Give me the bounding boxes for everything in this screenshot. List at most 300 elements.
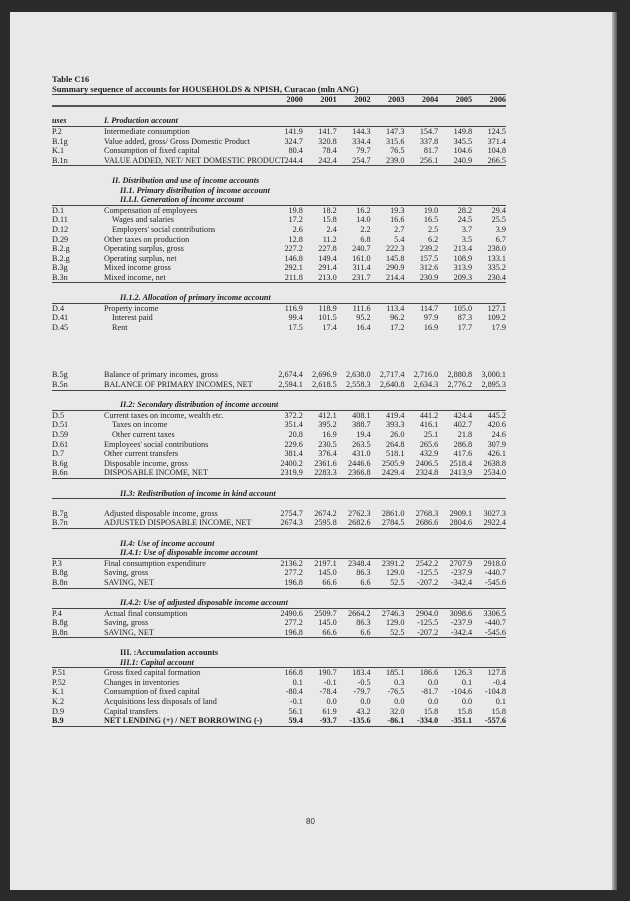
account-code: B.5n <box>52 380 104 390</box>
account-code: P.3 <box>52 558 62 568</box>
value-cell: 240.9 <box>438 156 472 166</box>
value-cell: -135.6 <box>337 716 371 726</box>
account-code: B.7g <box>52 508 68 518</box>
section-heading-row <box>52 293 506 303</box>
value-cell: 56.1 <box>288 706 303 716</box>
account-label: Current taxes on income, wealth etc. <box>104 410 224 420</box>
value-cell: 2768.3 <box>415 508 439 518</box>
table-row <box>52 410 506 420</box>
value-cell: 2686.6 <box>404 518 438 528</box>
account-code: B.7n <box>52 518 104 528</box>
value-cell: 2283.3 <box>303 468 337 478</box>
value-cell: 424.4 <box>453 410 473 420</box>
value-cell: 231.7 <box>337 273 371 283</box>
table-row <box>52 420 506 430</box>
value-cell: 2,594.1 <box>269 380 303 390</box>
value-cell: -440.7 <box>484 568 506 578</box>
section-heading-row <box>52 186 506 196</box>
section-heading: II.4.1: Use of disposable income account <box>104 548 506 558</box>
value-cell: -80.4 <box>285 687 303 697</box>
value-cell: 2534.0 <box>472 468 506 478</box>
value-cell: 80.4 <box>288 146 303 156</box>
value-cell: 19.8 <box>288 205 303 215</box>
value-cell: 78.4 <box>322 146 337 156</box>
year-header: 2000 <box>269 95 303 106</box>
value-cell: 292.1 <box>284 263 303 273</box>
value-cell: 416.1 <box>419 420 439 430</box>
account-code: K.1 <box>52 687 65 697</box>
account-label: Saving, gross <box>104 568 149 578</box>
account-label: Other current taxes <box>112 430 175 439</box>
value-cell: 2366.8 <box>337 468 371 478</box>
value-cell: 376.4 <box>318 449 337 459</box>
account-label: BALANCE OF PRIMARY INCOMES, NET <box>104 380 269 390</box>
value-cell: 2348.4 <box>348 558 371 568</box>
value-cell: 2505.9 <box>381 458 405 468</box>
value-cell: -237.9 <box>450 568 473 578</box>
value-cell: 290.9 <box>385 263 405 273</box>
account-label: VALUE ADDED, NET/ NET DOMESTIC PRODUCT <box>104 155 286 165</box>
account-code: K.2 <box>52 697 65 707</box>
value-cell: -545.6 <box>472 628 506 638</box>
value-cell: 2,634.3 <box>404 380 438 390</box>
value-cell: 431.0 <box>352 449 371 459</box>
value-cell: 227.8 <box>318 244 337 254</box>
value-cell: 6.2 <box>428 234 439 244</box>
account-label: Capital transfers <box>104 706 158 716</box>
value-cell: 144.3 <box>352 126 371 136</box>
value-cell: 312.6 <box>419 263 439 273</box>
value-cell: 445.2 <box>487 410 506 420</box>
value-cell: 2909.1 <box>449 508 473 518</box>
account-label: Consumption of fixed capital <box>104 146 200 156</box>
value-cell: 6.6 <box>337 578 371 588</box>
value-cell: 2,618.5 <box>303 380 337 390</box>
value-cell: 2,640.8 <box>371 380 405 390</box>
value-cell: 2784.5 <box>371 518 405 528</box>
account-code: P.52 <box>52 677 66 687</box>
value-cell: 16.6 <box>390 215 405 225</box>
value-cell: 2,717.4 <box>379 370 405 380</box>
section-heading-row <box>52 539 506 549</box>
value-cell: 381.4 <box>284 449 303 459</box>
value-cell: 412.1 <box>318 410 337 420</box>
account-code: B.3g <box>52 263 68 273</box>
account-code: D.5 <box>52 410 65 420</box>
account-code: B.6g <box>52 458 68 468</box>
account-code: B.8n <box>52 628 104 638</box>
value-cell: -342.4 <box>438 578 472 588</box>
value-cell: 2,674.4 <box>278 370 303 380</box>
value-cell: -79.7 <box>353 687 371 697</box>
section-heading: II.1. Primary distribution of income account <box>120 185 270 195</box>
value-cell: 0.0 <box>428 697 439 707</box>
value-cell: 371.4 <box>487 136 506 146</box>
account-label: ADJUSTED DISPOSABLE INCOME, NET <box>104 518 269 528</box>
value-cell: 266.5 <box>472 156 506 166</box>
account-label: SAVING, NET <box>104 628 269 638</box>
value-cell: 19.4 <box>356 430 371 439</box>
value-cell: 124.5 <box>487 126 506 136</box>
value-cell: 441.2 <box>419 410 439 420</box>
value-cell: 146.8 <box>284 253 303 263</box>
value-cell: 313.9 <box>453 263 473 273</box>
account-code: D.12 <box>52 224 69 234</box>
value-cell: 2.5 <box>428 224 439 234</box>
spacer-row <box>52 283 506 293</box>
account-code: B.8g <box>52 618 68 628</box>
value-cell: 2674.2 <box>314 508 337 518</box>
table-title: Table C16 <box>52 74 90 84</box>
value-cell: 315.6 <box>385 136 405 146</box>
table-row <box>52 156 506 166</box>
section-heading: I. Production account <box>104 116 506 126</box>
value-cell: 239.0 <box>371 156 405 166</box>
value-cell: 183.4 <box>352 668 371 678</box>
section-heading-row <box>52 400 506 410</box>
account-label: Other taxes on production <box>104 234 190 244</box>
value-cell: 2674.3 <box>269 518 303 528</box>
account-label: Mixed income gross <box>104 263 171 273</box>
value-cell: 337.8 <box>419 136 439 146</box>
account-code: D.4 <box>52 303 65 313</box>
value-cell: 127.1 <box>487 303 506 313</box>
value-cell: 185.1 <box>385 668 405 678</box>
value-cell: 87.3 <box>457 313 473 323</box>
value-cell: 96.2 <box>390 313 405 323</box>
value-cell: 230.5 <box>318 439 337 449</box>
value-cell: 14.0 <box>356 215 371 225</box>
value-cell: -104.8 <box>484 687 506 697</box>
spacer-row <box>52 499 506 509</box>
account-code: P.2 <box>52 126 62 136</box>
section-heading-row <box>52 548 506 558</box>
spacer-row <box>52 638 506 648</box>
year-header: 2001 <box>303 95 337 106</box>
value-cell: 24.5 <box>457 215 473 225</box>
account-label: Consumption of fixed capital <box>104 687 200 697</box>
value-cell: 402.7 <box>453 420 473 430</box>
section-heading-row <box>52 598 506 608</box>
value-cell: 59.4 <box>269 716 303 726</box>
account-label: Value added, gross/ Gross Domestic Product <box>104 136 250 146</box>
section-heading-row <box>52 658 506 668</box>
value-cell: 263.5 <box>352 439 371 449</box>
value-cell: 196.8 <box>269 628 303 638</box>
table-row <box>52 146 506 156</box>
value-cell: 395.2 <box>318 420 337 430</box>
value-cell: 393.3 <box>385 420 405 430</box>
account-label: Operating surplus, gross <box>104 244 184 254</box>
value-cell: 320.8 <box>318 136 337 146</box>
value-cell: 3306.5 <box>483 608 506 618</box>
value-cell: 141.9 <box>284 126 303 136</box>
value-cell: 0.0 <box>394 697 405 707</box>
account-code: B.9 <box>52 716 104 726</box>
table-row <box>52 449 506 459</box>
value-cell: 105.0 <box>453 303 473 313</box>
value-cell: 104.8 <box>487 146 506 156</box>
value-cell: 2391.2 <box>381 558 405 568</box>
table-row <box>52 440 506 450</box>
value-cell: 426.1 <box>487 449 506 459</box>
value-cell: 17.7 <box>457 322 473 332</box>
value-cell: 118.9 <box>318 303 337 313</box>
value-cell: 2429.4 <box>371 468 405 478</box>
table-row <box>52 303 506 313</box>
account-code: K.1 <box>52 146 65 156</box>
value-cell: 2804.6 <box>438 518 472 528</box>
account-label: SAVING, NET <box>104 578 269 588</box>
value-cell: 161.0 <box>352 253 371 263</box>
value-cell: 3027.3 <box>483 508 506 518</box>
account-label: Property income <box>104 303 159 313</box>
value-cell: 25.5 <box>491 215 506 225</box>
table-row <box>52 459 506 469</box>
table-row <box>52 126 506 136</box>
value-cell: 21.8 <box>457 430 473 439</box>
value-cell: 209.3 <box>438 273 472 283</box>
value-cell: -0.4 <box>493 677 506 687</box>
value-cell: 277.2 <box>284 618 303 628</box>
value-cell: 79.7 <box>356 146 371 156</box>
value-cell: 0.1 <box>292 677 303 687</box>
value-cell: 2446.6 <box>348 458 371 468</box>
value-cell: 2,696.9 <box>312 370 337 380</box>
value-cell: 211.8 <box>269 273 303 283</box>
account-label: DISPOSABLE INCOME, NET <box>104 468 269 478</box>
value-cell: 141.7 <box>318 126 337 136</box>
value-cell: 6.7 <box>495 234 506 244</box>
table-row <box>52 263 506 273</box>
value-cell: 20.8 <box>288 430 303 439</box>
spacer-row <box>52 332 506 370</box>
value-cell: 12.8 <box>288 234 303 244</box>
section-heading: II.4.2: Use of adjusted disposable income account <box>104 598 506 608</box>
table-row <box>52 215 506 225</box>
value-cell: -440.7 <box>484 618 506 628</box>
account-code: B.2.g <box>52 253 70 263</box>
value-cell: 0.1 <box>495 697 506 707</box>
value-cell: 230.9 <box>404 273 438 283</box>
table-row <box>52 668 506 678</box>
value-cell: 408.1 <box>352 410 371 420</box>
value-cell: 16.2 <box>356 205 371 215</box>
value-cell: 3,000.1 <box>481 370 506 380</box>
value-cell: 129.0 <box>385 568 405 578</box>
table-row <box>52 697 506 707</box>
account-label: Compensation of employees <box>104 205 198 215</box>
value-cell: 66.6 <box>303 628 337 638</box>
value-cell: 229.6 <box>284 439 303 449</box>
value-cell: 240.7 <box>352 244 371 254</box>
section-heading: II.4: Use of income account <box>120 538 215 548</box>
value-cell: 432.9 <box>419 449 439 459</box>
value-cell: 17.2 <box>390 322 405 332</box>
table-subtitle: Summary sequence of accounts for HOUSEHOLDS & NPISH, Curacao (mln ANG) <box>52 85 506 96</box>
value-cell: -207.2 <box>404 628 438 638</box>
value-cell: 16.4 <box>356 322 371 332</box>
account-label: Gross fixed capital formation <box>104 668 201 678</box>
value-cell: 17.4 <box>322 322 337 332</box>
value-cell: 256.1 <box>404 156 438 166</box>
value-cell: 11.2 <box>322 234 337 244</box>
value-cell: 17.9 <box>491 322 506 332</box>
value-cell: 2490.6 <box>280 608 303 618</box>
value-cell: 133.1 <box>487 253 506 263</box>
value-cell: 104.6 <box>453 146 473 156</box>
section-heading: III. :Accumulation accounts <box>120 648 219 658</box>
value-cell: 24.6 <box>491 430 506 439</box>
value-cell: 25.1 <box>423 430 439 439</box>
value-cell: 111.6 <box>352 303 371 313</box>
value-cell: 227.2 <box>284 244 303 254</box>
value-cell: 196.8 <box>269 578 303 588</box>
value-cell: -237.9 <box>450 618 473 628</box>
value-cell: 145.0 <box>318 568 337 578</box>
account-code: D.45 <box>52 322 69 332</box>
year-header: 2004 <box>404 95 438 106</box>
table-row <box>52 578 506 588</box>
value-cell: 145.0 <box>318 618 337 628</box>
value-cell: -125.5 <box>417 568 439 578</box>
spacer-row <box>52 528 506 538</box>
account-label: Mixed income, net <box>104 273 269 283</box>
account-code: D.61 <box>52 439 69 449</box>
page-edge-shadow <box>612 12 617 890</box>
table-row <box>52 568 506 578</box>
value-cell: 2542.2 <box>415 558 439 568</box>
section-heading-row <box>52 489 506 499</box>
value-cell: 0.0 <box>428 677 439 687</box>
account-label: Changes in inventories <box>104 677 180 687</box>
value-cell: 86.3 <box>356 618 371 628</box>
value-cell: 127.8 <box>487 668 506 678</box>
account-label: Employees' social contributions <box>104 439 209 449</box>
value-cell: -125.5 <box>417 618 439 628</box>
value-cell: 265.6 <box>419 439 439 449</box>
account-code: D.29 <box>52 234 69 244</box>
account-code: P.4 <box>52 608 62 618</box>
value-cell: 17.5 <box>288 322 303 332</box>
value-cell: 108.9 <box>453 253 473 263</box>
account-code: B.8n <box>52 578 104 588</box>
value-cell: 2136.2 <box>280 558 303 568</box>
value-cell: 2361.6 <box>314 458 337 468</box>
value-cell: -86.1 <box>371 716 405 726</box>
value-cell: 3.5 <box>461 234 473 244</box>
value-cell: 6.8 <box>360 234 371 244</box>
value-cell: 518.1 <box>385 449 405 459</box>
value-cell: 2.4 <box>326 224 337 234</box>
table-row <box>52 323 506 333</box>
table-row <box>52 370 506 380</box>
value-cell: 29.4 <box>491 205 506 215</box>
section-heading: II.I.I. Generation of income account <box>104 195 506 205</box>
value-cell: 2861.0 <box>381 508 405 518</box>
value-cell: 2406.5 <box>415 458 439 468</box>
value-cell: 239.2 <box>419 244 439 254</box>
account-code: D.51 <box>52 420 69 430</box>
value-cell: -545.6 <box>472 578 506 588</box>
value-cell: 6.6 <box>337 628 371 638</box>
value-cell: 86.3 <box>356 568 371 578</box>
account-code: B.3n <box>52 273 104 283</box>
value-cell: 254.7 <box>337 156 371 166</box>
value-cell: 66.6 <box>303 578 337 588</box>
value-cell: 2,776.2 <box>438 380 472 390</box>
table-row <box>52 380 506 390</box>
value-cell: -0.5 <box>357 677 371 687</box>
value-cell: -334.0 <box>404 716 438 726</box>
value-cell: -93.7 <box>303 716 337 726</box>
value-cell: 2.6 <box>292 224 303 234</box>
table-row <box>52 313 506 323</box>
value-cell: 2324.8 <box>404 468 438 478</box>
value-cell: 149.8 <box>453 126 473 136</box>
value-cell: 113.4 <box>386 303 405 313</box>
value-cell: 116.9 <box>284 303 303 313</box>
table-row <box>52 558 506 568</box>
value-cell: 129.0 <box>385 618 405 628</box>
value-cell: 157.5 <box>419 253 439 263</box>
value-cell: 2319.9 <box>269 468 303 478</box>
value-cell: 190.7 <box>318 668 337 678</box>
value-cell: 154.7 <box>419 126 439 136</box>
value-cell: 17.2 <box>288 215 303 225</box>
value-cell: 16.9 <box>322 430 337 439</box>
spacer-row <box>52 166 506 176</box>
table-row <box>52 205 506 215</box>
value-cell: 2754.7 <box>280 508 303 518</box>
account-code: D.1 <box>52 205 65 215</box>
value-cell: 324.7 <box>284 136 303 146</box>
value-cell: 307.9 <box>487 439 506 449</box>
value-cell: 2922.4 <box>472 518 506 528</box>
value-cell: 2413.9 <box>438 468 472 478</box>
value-cell: 222.3 <box>385 244 405 254</box>
section-heading-row <box>52 116 506 126</box>
year-header: 2002 <box>337 95 371 106</box>
value-cell: 26.0 <box>390 430 405 439</box>
account-label: NET LENDING (+) / NET BORROWING (-) <box>104 716 269 726</box>
value-cell: 2918.0 <box>483 558 506 568</box>
value-cell: 76.5 <box>390 146 405 156</box>
table-row <box>52 244 506 254</box>
year-header: 2003 <box>371 95 405 106</box>
value-cell: 18.2 <box>322 205 337 215</box>
accounts-table <box>52 95 506 727</box>
value-cell: 2,716.0 <box>413 370 439 380</box>
section-heading-row <box>52 195 506 205</box>
value-cell: 2,880.8 <box>447 370 473 380</box>
value-cell: 109.2 <box>487 313 506 323</box>
value-cell: -342.4 <box>438 628 472 638</box>
value-cell: 2904.0 <box>415 608 439 618</box>
value-cell: 264.8 <box>385 439 405 449</box>
value-cell: 145.8 <box>385 253 405 263</box>
value-cell: 2509.7 <box>314 608 337 618</box>
value-cell: 417.6 <box>453 449 473 459</box>
value-cell: 291.4 <box>318 263 337 273</box>
account-label: Final consumption expenditure <box>104 558 206 568</box>
value-cell: 311.4 <box>352 263 371 273</box>
account-code: D.11 <box>52 215 68 225</box>
value-cell: 19.0 <box>423 205 439 215</box>
account-label: Other current transfers <box>104 449 179 459</box>
value-cell: 286.8 <box>453 439 473 449</box>
table-row <box>52 678 506 688</box>
